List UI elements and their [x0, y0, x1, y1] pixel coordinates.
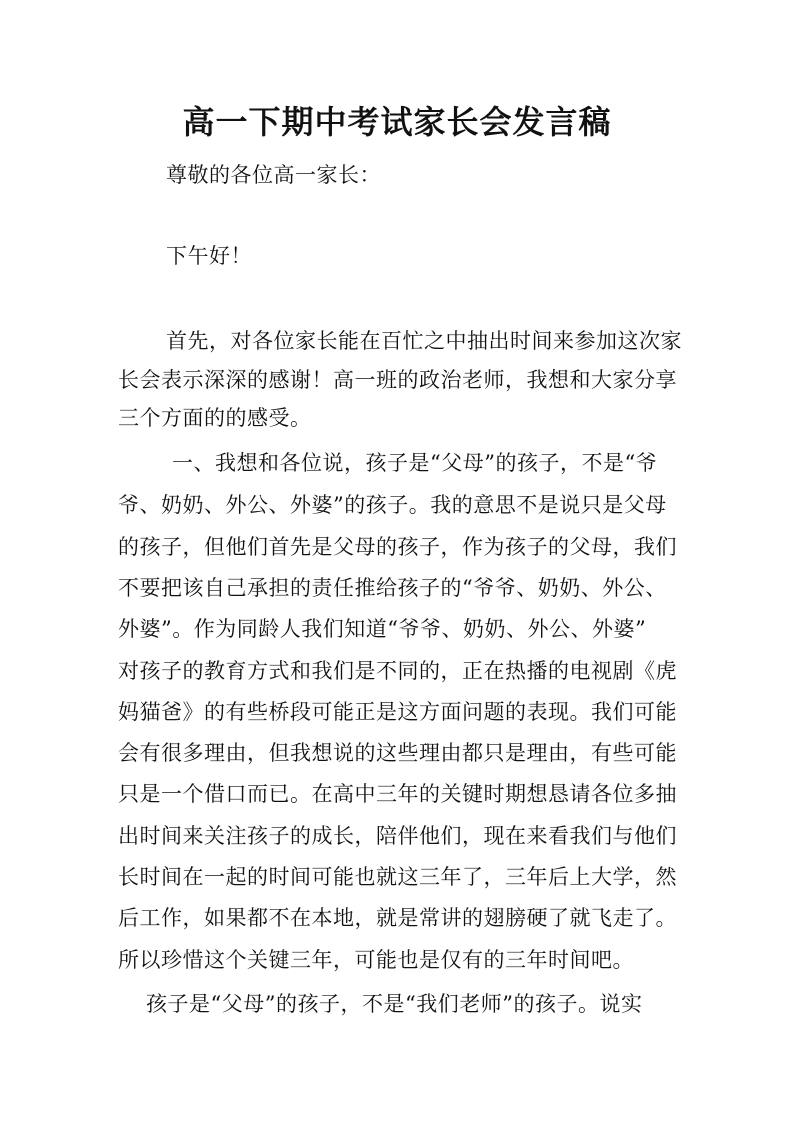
- paragraph-2-line-13: 所以珍惜这个关键三年，可能也是仅有的三年时间吧。: [118, 948, 634, 972]
- paragraph-1-line-1: 首先，对各位家长能在百忙之中抽出时间来参加这次家: [166, 329, 682, 353]
- paragraph-2-line-11: 长时间在一起的时间可能也就这三年了，三年后上大学，然: [118, 865, 677, 889]
- paragraph-3-line-1: 孩子是“父母”的孩子，不是“我们老师”的孩子。说实: [146, 992, 643, 1016]
- paragraph-2-line-12: 后工作，如果都不在本地，就是常讲的翅膀硬了就飞走了。: [118, 906, 677, 930]
- paragraph-2-line-5: 外婆”。作为同龄人我们知道“爷爷、奶奶、外公、外婆”: [118, 617, 647, 641]
- paragraph-2-line-2: 爷、奶奶、外公、外婆”的孩子。我的意思不是说只是父母: [118, 493, 667, 517]
- paragraph-2-line-7: 妈猫爸》的有些桥段可能正是这方面问题的表现。我们可能: [118, 700, 677, 724]
- paragraph-1-line-3: 三个方面的的感受。: [118, 406, 312, 430]
- paragraph-1-line-2: 长会表示深深的感谢！高一班的政治老师，我想和大家分享: [118, 368, 677, 392]
- paragraph-2-line-9: 只是一个借口而已。在高中三年的关键时期想恳请各位多抽: [118, 782, 677, 806]
- paragraph-2-line-3: 的孩子，但他们首先是父母的孩子，作为孩子的父母，我们: [118, 535, 677, 559]
- salutation-line: 尊敬的各位高一家长：: [166, 163, 381, 187]
- paragraph-2-line-1: 一、我想和各位说，孩子是“父母”的孩子，不是“爷: [172, 451, 658, 475]
- paragraph-2-line-8: 会有很多理由，但我想说的这些理由都只是理由，有些可能: [118, 741, 677, 765]
- document-title: 高一下期中考试家长会发言稿: [182, 103, 612, 141]
- paragraph-2-line-10: 出时间来关注孩子的成长，陪伴他们，现在来看我们与他们: [118, 824, 677, 848]
- paragraph-2-line-6: 对孩子的教育方式和我们是不同的，正在热播的电视剧《虎: [118, 659, 677, 683]
- greeting-line: 下午好！: [166, 244, 252, 268]
- paragraph-2-line-4: 不要把该自己承担的责任推给孩子的“爷爷、奶奶、外公、: [118, 576, 667, 600]
